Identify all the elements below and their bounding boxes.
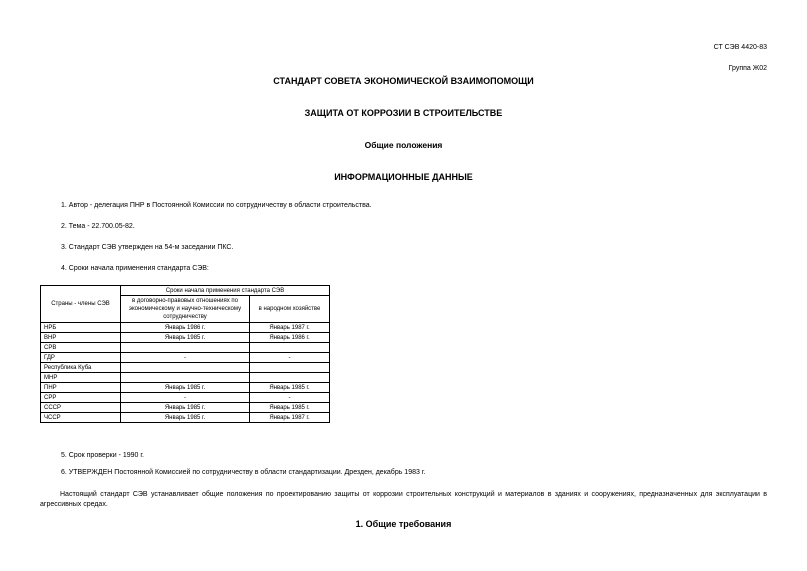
table-row xyxy=(41,333,330,343)
cell-country: МНР xyxy=(41,373,121,383)
cell-contract-date: Январь 1985 г. xyxy=(121,383,250,393)
cell-contract-date: - xyxy=(121,393,250,403)
table-row xyxy=(41,353,330,363)
cell-country: СРВ xyxy=(41,343,121,353)
cell-country: Республика Куба xyxy=(41,363,121,373)
standard-subject-title: ЗАЩИТА ОТ КОРРОЗИИ В СТРОИТЕЛЬСТВЕ xyxy=(304,108,503,118)
cell-contract-date: Январь 1986 г. xyxy=(121,323,250,333)
info-item-author: 1. Автор - делегация ПНР в Постоянной Комиссии по сотрудничеству в области строительства. xyxy=(61,202,372,209)
cell-economy-date: Январь 1985 г. xyxy=(250,403,330,413)
cell-country: ГДР xyxy=(41,353,121,363)
cell-contract-date xyxy=(121,343,250,353)
cell-economy-date xyxy=(250,363,330,373)
cell-economy-date: - xyxy=(250,353,330,363)
document-code: СТ СЭВ 4420-83 xyxy=(713,44,767,51)
table-row xyxy=(41,383,330,393)
cell-contract-date: Январь 1985 г. xyxy=(121,413,250,423)
cell-economy-date: Январь 1985 г. xyxy=(250,383,330,393)
table-row xyxy=(41,323,330,333)
table-header-row xyxy=(41,286,330,296)
table-row xyxy=(41,403,330,413)
cell-contract-date: Январь 1985 г. xyxy=(121,403,250,413)
document-group: Группа Ж02 xyxy=(728,65,767,72)
table-row xyxy=(41,363,330,373)
info-heading: ИНФОРМАЦИОННЫЕ ДАННЫЕ xyxy=(334,172,473,182)
table-row xyxy=(41,373,330,383)
info-item-topic: 2. Тема - 22.700.05-82. xyxy=(61,223,135,230)
cell-economy-date xyxy=(250,373,330,383)
cell-country: СССР xyxy=(41,403,121,413)
section-heading-general-requirements: 1. Общие требования xyxy=(355,519,452,529)
header-contract: в договорно-правовых отношениях по экономическому и научно-техническому сотрудничеству xyxy=(121,296,250,323)
standard-subtitle: Общие положения xyxy=(364,140,443,150)
info-item-dates: 4. Сроки начала применения стандарта СЭВ: xyxy=(61,265,209,272)
standard-council-title: СТАНДАРТ СОВЕТА ЭКОНОМИЧЕСКОЙ ВЗАИМОПОМОЩИ xyxy=(273,76,534,86)
cell-contract-date xyxy=(121,373,250,383)
cell-country: ВНР xyxy=(41,333,121,343)
cell-contract-date: - xyxy=(121,353,250,363)
header-dates: Сроки начала применения стандарта СЭВ xyxy=(121,286,330,296)
table-row xyxy=(41,393,330,403)
intro-paragraph: Настоящий стандарт СЭВ устанавливает общие положения по проектированию защиты от коррозии строительных конструкций и материалов в зданиях и сооружениях, предназначенных для эксплуатации в агрессивных средах. xyxy=(40,491,767,508)
info-item-approved: 3. Стандарт СЭВ утвержден на 54-м заседании ПКС. xyxy=(61,244,234,251)
table-row xyxy=(41,343,330,353)
cell-country: СРР xyxy=(41,393,121,403)
header-country: Страны - члены СЭВ xyxy=(41,286,121,323)
cell-economy-date: Январь 1987 г. xyxy=(250,413,330,423)
cell-country: ЧССР xyxy=(41,413,121,423)
cell-economy-date xyxy=(250,343,330,353)
application-dates-table xyxy=(40,285,330,423)
cell-economy-date: Январь 1987 г. xyxy=(250,323,330,333)
cell-economy-date: - xyxy=(250,393,330,403)
cell-country: ПНР xyxy=(41,383,121,393)
cell-economy-date: Январь 1986 г. xyxy=(250,333,330,343)
header-economy: в народном хозяйстве xyxy=(250,296,330,323)
table-row xyxy=(41,413,330,423)
cell-country: НРБ xyxy=(41,323,121,333)
cell-contract-date: Январь 1985 г. xyxy=(121,333,250,343)
info-item-review: 5. Срок проверки - 1990 г. xyxy=(61,452,144,459)
cell-contract-date xyxy=(121,363,250,373)
info-item-approval: 6. УТВЕРЖДЕН Постоянной Комиссией по сотрудничеству в области стандартизации. Дрезден, декабрь 1983 г. xyxy=(61,469,426,476)
